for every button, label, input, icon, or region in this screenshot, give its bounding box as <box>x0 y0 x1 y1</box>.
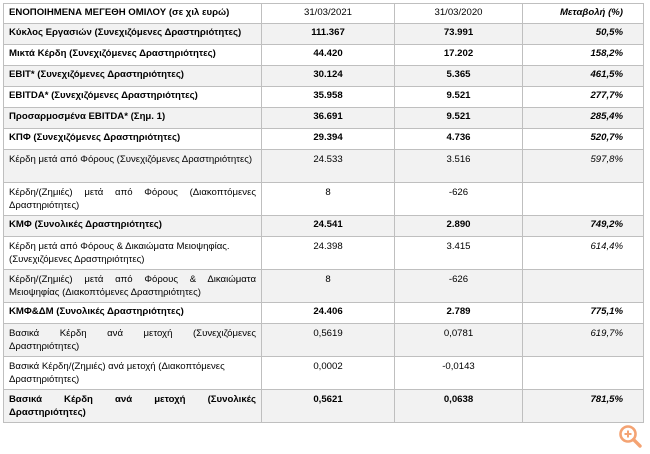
row-value-2020: 3.516 <box>395 150 523 183</box>
row-label: ΚΠΦ (Συνεχιζόμενες Δραστηριότητες) <box>4 129 262 150</box>
zoom-in-icon[interactable] <box>617 423 643 449</box>
header-col-change: Μεταβολή (%) <box>523 4 644 24</box>
row-label: Κέρδη μετά από Φόρους & Δικαιώματα Μειοψηφίας. (Συνεχιζόμενες Δραστηριότητες) <box>4 237 262 270</box>
row-value-2021: 0,0002 <box>262 357 395 390</box>
row-label: Κέρδη μετά από Φόρους (Συνεχιζόμενες Δραστηριότητες) <box>4 150 262 183</box>
row-value-2021: 24.533 <box>262 150 395 183</box>
financial-table <box>3 3 644 423</box>
row-value-2021: 24.406 <box>262 303 395 324</box>
row-value-2020: 2.890 <box>395 216 523 237</box>
row-label: Κύκλος Εργασιών (Συνεχιζόμενες Δραστηριότητες) <box>4 24 262 45</box>
row-change: 461,5% <box>523 66 644 87</box>
row-value-2021: 8 <box>262 183 395 216</box>
table-row <box>4 150 644 183</box>
row-value-2020: 0,0638 <box>395 390 523 423</box>
row-label: Προσαρμοσμένα EBITDA* (Σημ. 1) <box>4 108 262 129</box>
header-col-2020: 31/03/2020 <box>395 4 523 24</box>
row-label: EBITDA* (Συνεχιζόμενες Δραστηριότητες) <box>4 87 262 108</box>
row-value-2020: 9.521 <box>395 87 523 108</box>
table-row <box>4 45 644 66</box>
row-value-2021: 0,5621 <box>262 390 395 423</box>
row-change: 50,5% <box>523 24 644 45</box>
row-change: 619,7% <box>523 324 644 357</box>
row-change: 775,1% <box>523 303 644 324</box>
table-row <box>4 216 644 237</box>
row-value-2020: 0,0781 <box>395 324 523 357</box>
row-change <box>523 270 644 303</box>
table-row <box>4 324 644 357</box>
header-label: ΕΝΟΠΟΙΗΜΕΝΑ ΜΕΓΕΘΗ ΟΜΙΛΟΥ (σε χιλ ευρώ) <box>4 4 262 24</box>
row-label: Βασικά Κέρδη ανά μετοχή (Συνολικές Δραστηριότητες) <box>4 390 262 423</box>
row-value-2020: 5.365 <box>395 66 523 87</box>
row-value-2021: 111.367 <box>262 24 395 45</box>
table-row <box>4 108 644 129</box>
row-change: 285,4% <box>523 108 644 129</box>
row-value-2020: -626 <box>395 270 523 303</box>
row-value-2021: 8 <box>262 270 395 303</box>
row-value-2021: 0,5619 <box>262 324 395 357</box>
row-label: Βασικά Κέρδη/(Ζημιές) ανά μετοχή (Διακοπτόμενες Δραστηριότητες) <box>4 357 262 390</box>
row-value-2021: 29.394 <box>262 129 395 150</box>
row-value-2021: 44.420 <box>262 45 395 66</box>
row-value-2020: 4.736 <box>395 129 523 150</box>
row-change: 781,5% <box>523 390 644 423</box>
row-change <box>523 357 644 390</box>
table-row <box>4 24 644 45</box>
row-change: 597,8% <box>523 150 644 183</box>
row-label: EBIT* (Συνεχιζόμενες Δραστηριότητες) <box>4 66 262 87</box>
row-change: 614,4% <box>523 237 644 270</box>
row-value-2020: 3.415 <box>395 237 523 270</box>
table-row <box>4 66 644 87</box>
row-value-2020: 17.202 <box>395 45 523 66</box>
row-value-2021: 35.958 <box>262 87 395 108</box>
table-row <box>4 390 644 423</box>
row-value-2020: -626 <box>395 183 523 216</box>
header-col-2021: 31/03/2021 <box>262 4 395 24</box>
row-change: 749,2% <box>523 216 644 237</box>
row-change: 277,7% <box>523 87 644 108</box>
table-header-row <box>4 4 644 24</box>
table-row <box>4 303 644 324</box>
row-change <box>523 183 644 216</box>
row-label: ΚΜΦ (Συνολικές Δραστηριότητες) <box>4 216 262 237</box>
row-label: Βασικά Κέρδη ανά μετοχή (Συνεχιζόμενες Δραστηριότητες) <box>4 324 262 357</box>
row-value-2021: 30.124 <box>262 66 395 87</box>
table-row <box>4 357 644 390</box>
row-value-2020: 9.521 <box>395 108 523 129</box>
table-row <box>4 87 644 108</box>
table-row <box>4 270 644 303</box>
row-label: Κέρδη/(Ζημιές) μετά από Φόρους (Διακοπτόμενες Δραστηριότητες) <box>4 183 262 216</box>
row-value-2021: 24.541 <box>262 216 395 237</box>
row-label: ΚΜΦ&ΔΜ (Συνολικές Δραστηριότητες) <box>4 303 262 324</box>
row-change: 158,2% <box>523 45 644 66</box>
table-row <box>4 237 644 270</box>
row-value-2020: -0,0143 <box>395 357 523 390</box>
row-value-2021: 24.398 <box>262 237 395 270</box>
table-row <box>4 129 644 150</box>
row-value-2021: 36.691 <box>262 108 395 129</box>
row-label: Κέρδη/(Ζημιές) μετά από Φόρους & Δικαιώματα Μειοψηφίας (Διακοπτόμενες Δραστηριότητες) <box>4 270 262 303</box>
row-value-2020: 73.991 <box>395 24 523 45</box>
row-value-2020: 2.789 <box>395 303 523 324</box>
table-row <box>4 183 644 216</box>
row-label: Μικτά Κέρδη (Συνεχιζόμενες Δραστηριότητες) <box>4 45 262 66</box>
row-change: 520,7% <box>523 129 644 150</box>
